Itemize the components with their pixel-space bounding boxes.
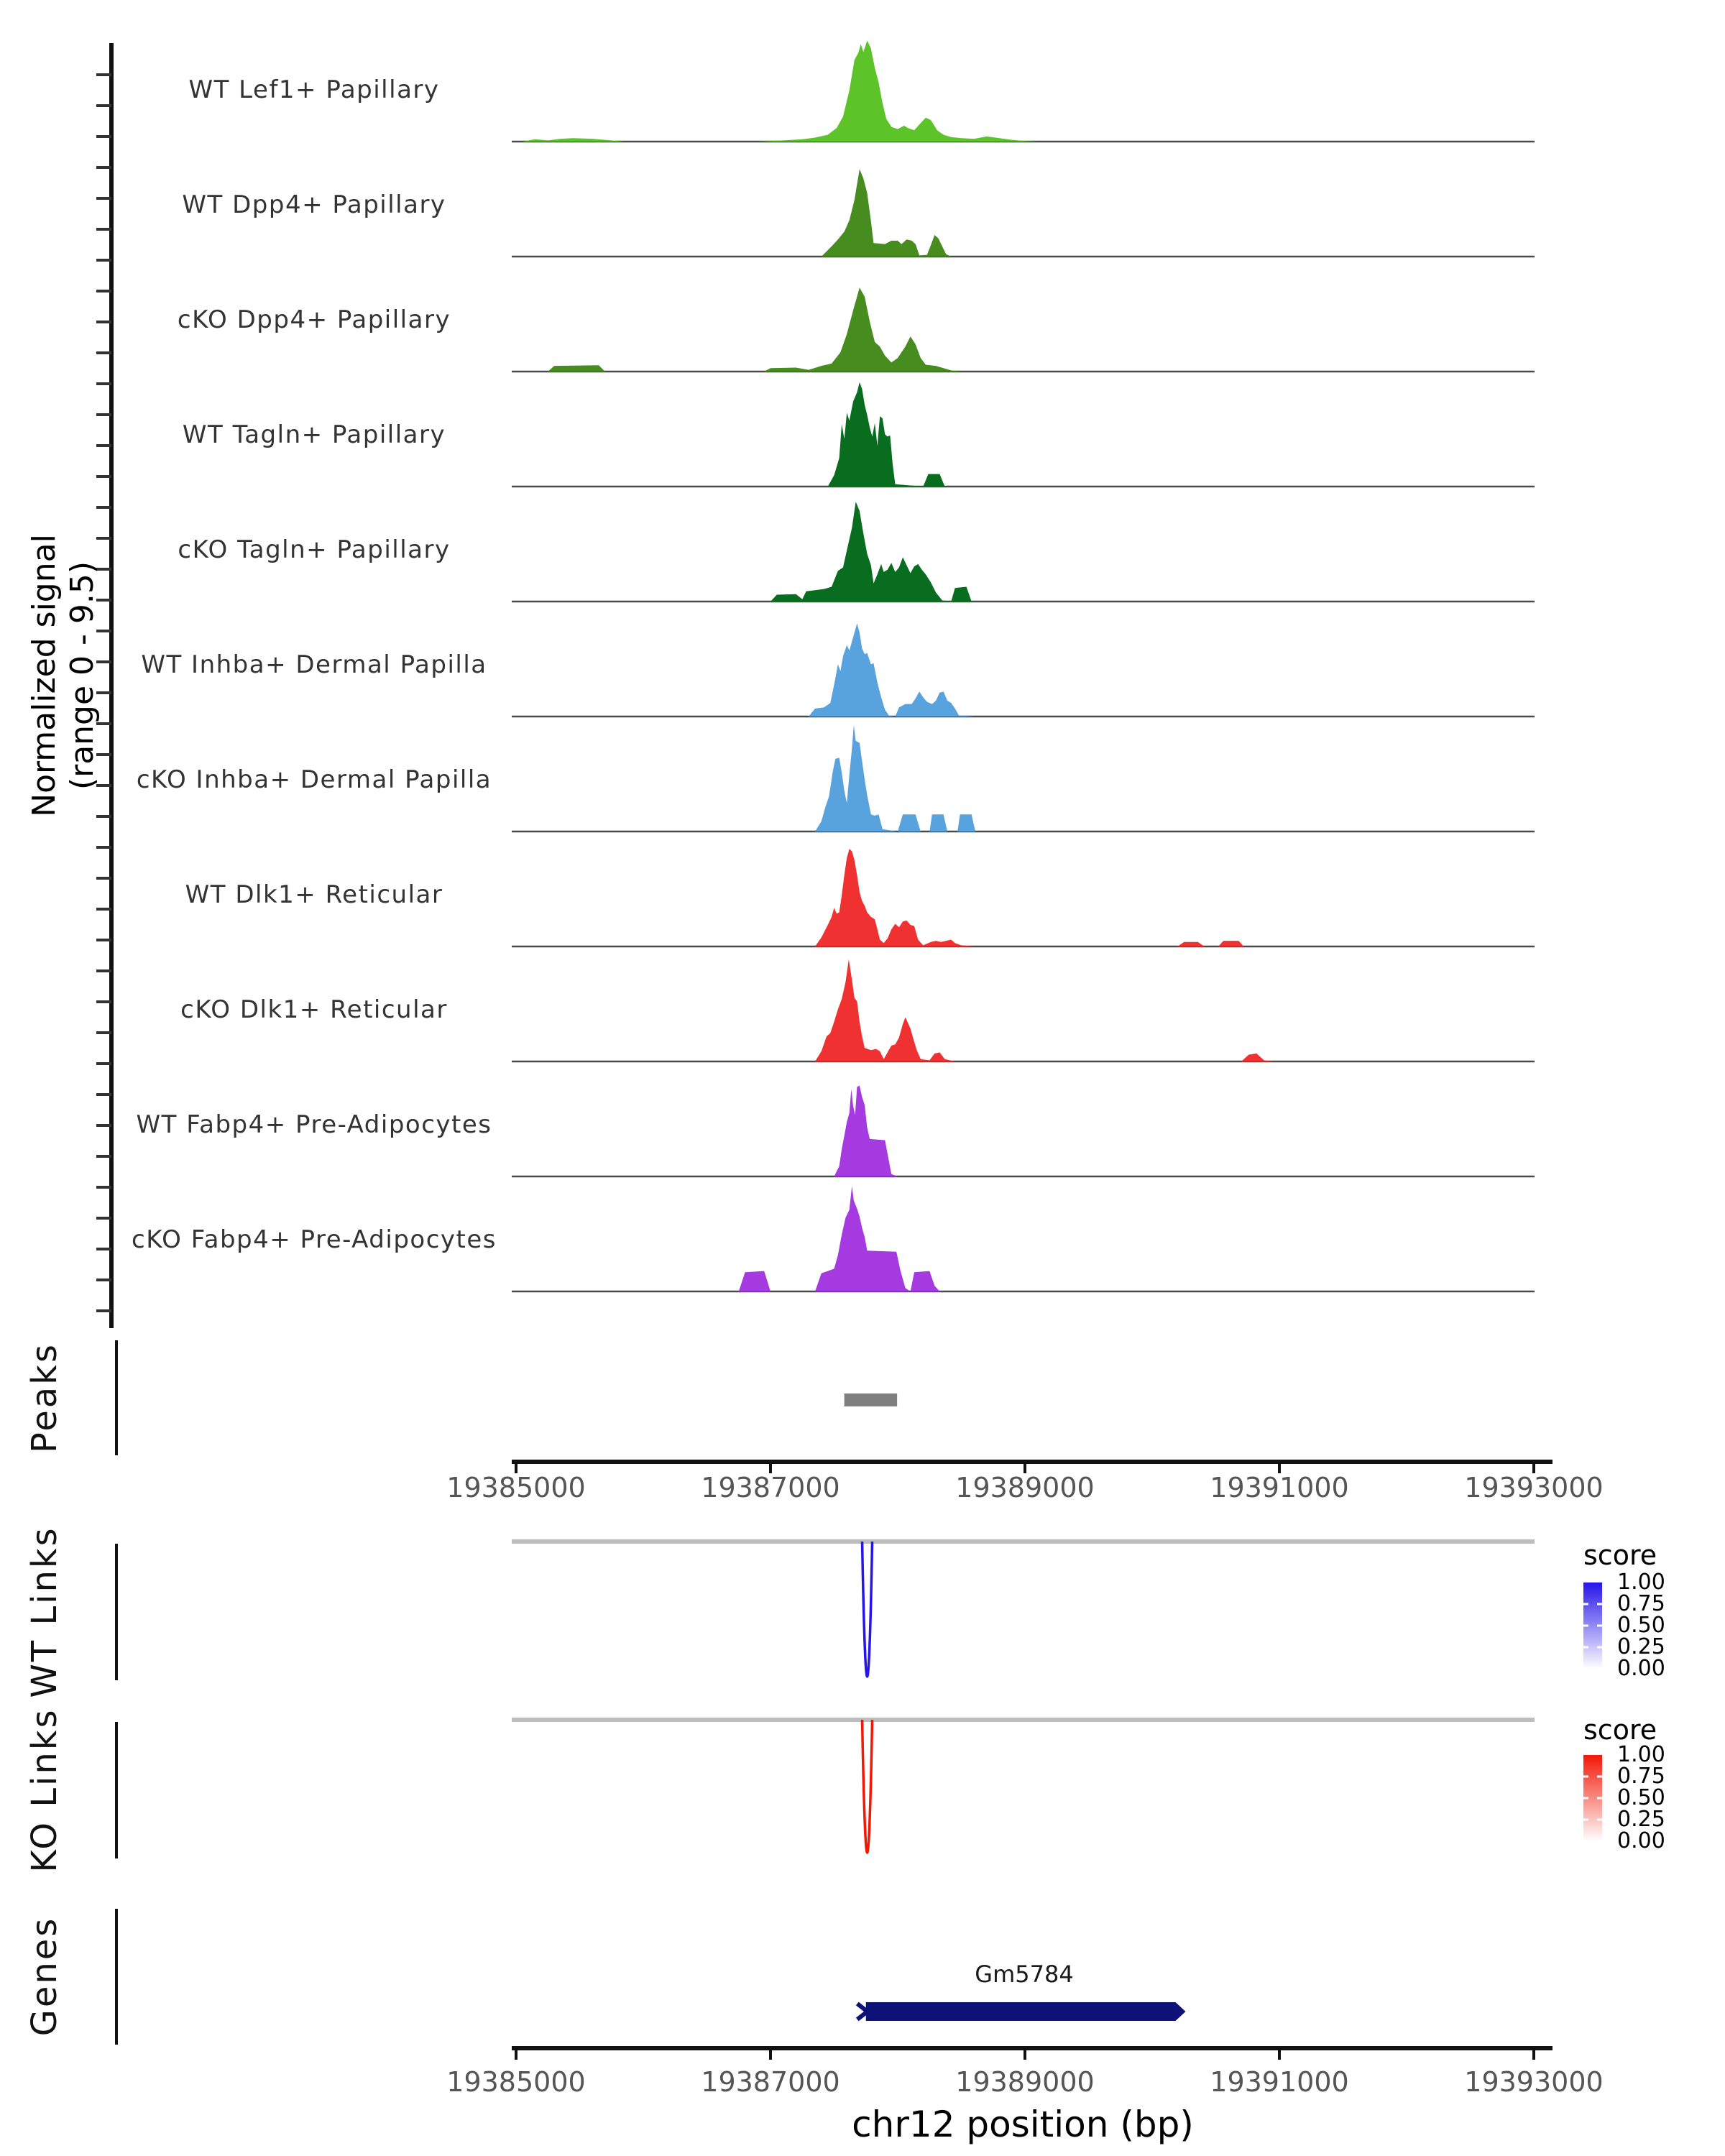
wt-legend-tick-025: 0.25 xyxy=(1617,1634,1665,1659)
score-legend-minor-tick xyxy=(1597,1776,1602,1778)
ko-legend-tick-025: 0.25 xyxy=(1617,1807,1665,1832)
y-axis-label xyxy=(25,352,104,999)
ko-legend-tick-000: 0.00 xyxy=(1617,1828,1665,1853)
x-tick-top-19391000: 19391000 xyxy=(1210,1472,1349,1503)
ko-legend-tick-100: 1.00 xyxy=(1617,1742,1665,1767)
track-label-cko-dlk1: cKO Dlk1+ Reticular xyxy=(180,995,448,1024)
track-label-wt-dlk1: WT Dlk1+ Reticular xyxy=(185,880,443,909)
score-legend-minor-tick xyxy=(1597,1819,1602,1821)
coverage-area xyxy=(809,624,974,717)
ko-links-legend-title: score xyxy=(1583,1714,1657,1746)
ko-legend-tick-050: 0.50 xyxy=(1617,1785,1665,1810)
x-tick-bottom-19387000: 19387000 xyxy=(701,2066,840,2098)
score-legend-minor-tick xyxy=(1597,1646,1602,1649)
score-legend-minor-tick xyxy=(1583,1603,1588,1606)
coverage-area xyxy=(770,502,987,602)
track-label-cko-inhba: cKO Inhba+ Dermal Papilla xyxy=(136,765,492,794)
section-label-peaks: Peaks xyxy=(24,1342,65,1453)
gene-strand-chevron xyxy=(857,2004,868,2019)
score-legend-minor-tick xyxy=(1597,1625,1602,1627)
x-tick-top-19393000: 19393000 xyxy=(1464,1472,1604,1503)
x-tick-top-19387000: 19387000 xyxy=(701,1472,840,1503)
coverage-area xyxy=(523,41,1038,142)
wt-legend-tick-100: 1.00 xyxy=(1617,1570,1665,1595)
score-legend-minor-tick xyxy=(1583,1797,1588,1800)
track-label-wt-fabp4: WT Fabp4+ Pre-Adipocytes xyxy=(136,1110,492,1139)
y-axis-label-line1: Normalized signal xyxy=(26,534,63,817)
coverage-area xyxy=(834,1086,898,1176)
x-axis-title: chr12 position (bp) xyxy=(852,2104,1194,2145)
x-tick-bottom-19385000: 19385000 xyxy=(446,2066,586,2098)
section-label-wt-links: WT Links xyxy=(24,1526,65,1698)
coverage-area xyxy=(739,1186,940,1291)
coverage-area xyxy=(828,382,962,487)
ko-legend-tick-075: 0.75 xyxy=(1617,1764,1665,1789)
link-arc xyxy=(862,1720,873,1853)
x-tick-bottom-19393000: 19393000 xyxy=(1464,2066,1604,2098)
peak-region-bar xyxy=(845,1393,897,1406)
wt-legend-tick-050: 0.50 xyxy=(1617,1613,1665,1638)
x-tick-top-19389000: 19389000 xyxy=(955,1472,1095,1503)
coverage-area xyxy=(815,959,1273,1061)
y-axis-label-line2: (range 0 - 9.5) xyxy=(64,561,101,791)
section-label-genes: Genes xyxy=(24,1916,65,2037)
x-tick-bottom-19389000: 19389000 xyxy=(955,2066,1095,2098)
track-label-wt-lef1: WT Lef1+ Papillary xyxy=(188,75,440,104)
coverage-area xyxy=(822,169,952,257)
x-tick-bottom-19391000: 19391000 xyxy=(1210,2066,1349,2098)
track-label-cko-tagln: cKO Tagln+ Papillary xyxy=(178,535,451,564)
track-label-cko-fabp4: cKO Fabp4+ Pre-Adipocytes xyxy=(132,1225,497,1254)
section-label-ko-links: KO Links xyxy=(24,1708,65,1873)
score-legend-minor-tick xyxy=(1597,1797,1602,1800)
track-label-wt-inhba: WT Inhba+ Dermal Papilla xyxy=(141,650,487,679)
coverage-area xyxy=(548,287,961,372)
score-legend-minor-tick xyxy=(1583,1819,1588,1821)
coverage-area xyxy=(815,725,975,831)
wt-legend-tick-075: 0.75 xyxy=(1617,1591,1665,1616)
x-tick-top-19385000: 19385000 xyxy=(446,1472,586,1503)
score-legend-minor-tick xyxy=(1583,1646,1588,1649)
link-arc xyxy=(862,1542,873,1677)
score-legend-minor-tick xyxy=(1583,1625,1588,1627)
wt-legend-tick-000: 0.00 xyxy=(1617,1656,1665,1681)
track-label-wt-dpp4: WT Dpp4+ Papillary xyxy=(182,190,446,219)
gene-body-bar xyxy=(866,2002,1176,2021)
wt-links-legend-title: score xyxy=(1583,1539,1657,1571)
score-legend-minor-tick xyxy=(1597,1603,1602,1606)
gene-name-label: Gm5784 xyxy=(975,1961,1074,1988)
track-label-wt-tagln: WT Tagln+ Papillary xyxy=(182,420,446,449)
coverage-area xyxy=(815,849,1279,946)
track-label-cko-dpp4: cKO Dpp4+ Papillary xyxy=(177,305,451,334)
score-legend-minor-tick xyxy=(1583,1776,1588,1778)
gene-strand-arrowhead xyxy=(1175,2002,1185,2021)
